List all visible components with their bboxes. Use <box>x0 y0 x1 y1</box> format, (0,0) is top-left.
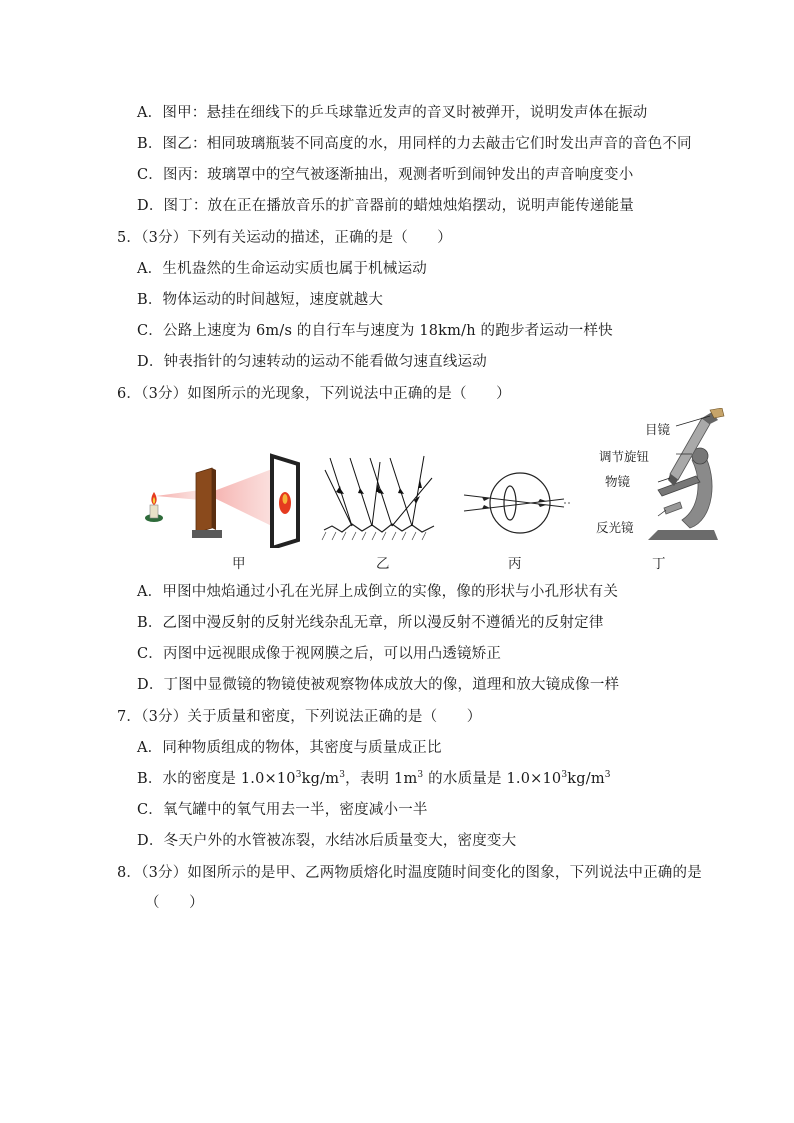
figure-label-bing: 丙 <box>508 556 522 572</box>
q4-option-d: D．图丁：放在正在播放音乐的扩音器前的蜡烛烛焰摆动，说明声能传递能量 <box>137 198 634 214</box>
q7-option-c: C．氧气罐中的氧气用去一半，密度减小一半 <box>137 802 428 818</box>
q5-option-b: B．物体运动的时间越短，速度就越大 <box>137 292 384 308</box>
q7-option-d: D．冬天户外的水管被冻裂，水结冰后质量变大，密度变大 <box>137 833 517 849</box>
microscope-diagram <box>618 408 728 548</box>
q6-option-d: D．丁图中显微镜的物镜使被观察物体成放大的像，道理和放大镜成像一样 <box>137 677 620 693</box>
q7-b-text-1: B．水的密度是 1.0×10 <box>137 771 296 787</box>
eye-diagram <box>460 463 570 543</box>
q4-option-a: A．图甲：悬挂在细线下的乒乓球靠近发声的音叉时被弹开，说明发声体在振动 <box>137 105 648 121</box>
figure-label-ding: 丁 <box>652 556 666 572</box>
q7-stem: 7．（3分）关于质量和密度，下列说法正确的是（ ） <box>117 709 482 725</box>
mirror-label: 反光镜 <box>596 520 634 535</box>
q7-b-sup-5: 3 <box>604 770 611 780</box>
q7-option-a: A．同种物质组成的物体，其密度与质量成正比 <box>137 740 442 756</box>
q6-option-c: C．丙图中远视眼成像于视网膜之后，可以用凸透镜矫正 <box>137 646 502 662</box>
objective-label: 物镜 <box>605 474 631 489</box>
q6-option-b: B．乙图中漫反射的反射光线杂乱无章，所以漫反射不遵循光的反射定律 <box>137 615 604 631</box>
q8-stem: 8．（3分）如图所示的是甲、乙两物质熔化时温度随时间变化的图象，下列说法中正确的是 <box>117 865 702 881</box>
q6-stem: 6．（3分）如图所示的光现象，下列说法中正确的是（ ） <box>117 386 511 402</box>
pinhole-camera-diagram <box>130 448 310 548</box>
q7-b-sup-3: 3 <box>417 770 424 780</box>
q7-b-text-4: 的水质量是 1.0×10 <box>423 771 562 787</box>
knob-label: 调节旋钮 <box>599 449 650 464</box>
q6-figure <box>130 408 730 578</box>
q7-option-b <box>137 769 611 789</box>
figure-label-jia: 甲 <box>232 556 246 572</box>
q4-option-c: C．图丙：玻璃罩中的空气被逐渐抽出，观测者听到闹钟发出的声音响度变小 <box>137 167 634 183</box>
eyepiece-label: 目镜 <box>645 422 671 437</box>
q7-b-sup-2: 3 <box>339 770 346 780</box>
q7-b-text-2: kg/m <box>301 771 340 787</box>
q8-stem-continuation: （ ） <box>145 895 204 911</box>
q5-stem: 5．（3分）下列有关运动的描述，正确的是（ ） <box>117 230 452 246</box>
q5-option-a: A．生机盎然的生命运动实质也属于机械运动 <box>137 261 427 277</box>
q7-b-sup-4: 3 <box>561 770 568 780</box>
q4-option-b: B．图乙：相同玻璃瓶装不同高度的水，用同样的力去敲击它们时发出声音的音色不同 <box>137 136 692 152</box>
figure-label-yi: 乙 <box>376 556 390 572</box>
q7-b-text-5: kg/m <box>567 771 605 787</box>
q7-b-text-3: ，表明 1m <box>345 771 418 787</box>
q6-option-a: A．甲图中烛焰通过小孔在光屏上成倒立的实像，像的形状与小孔形状有关 <box>137 584 619 600</box>
q7-b-sup-1: 3 <box>295 770 302 780</box>
q5-option-d: D．钟表指针的匀速转动的运动不能看做匀速直线运动 <box>137 354 487 370</box>
q5-option-c: C．公路上速度为 6m/s 的自行车与速度为 18km/h 的跑步者运动一样快 <box>137 323 613 339</box>
diffuse-reflection-diagram <box>320 448 440 548</box>
